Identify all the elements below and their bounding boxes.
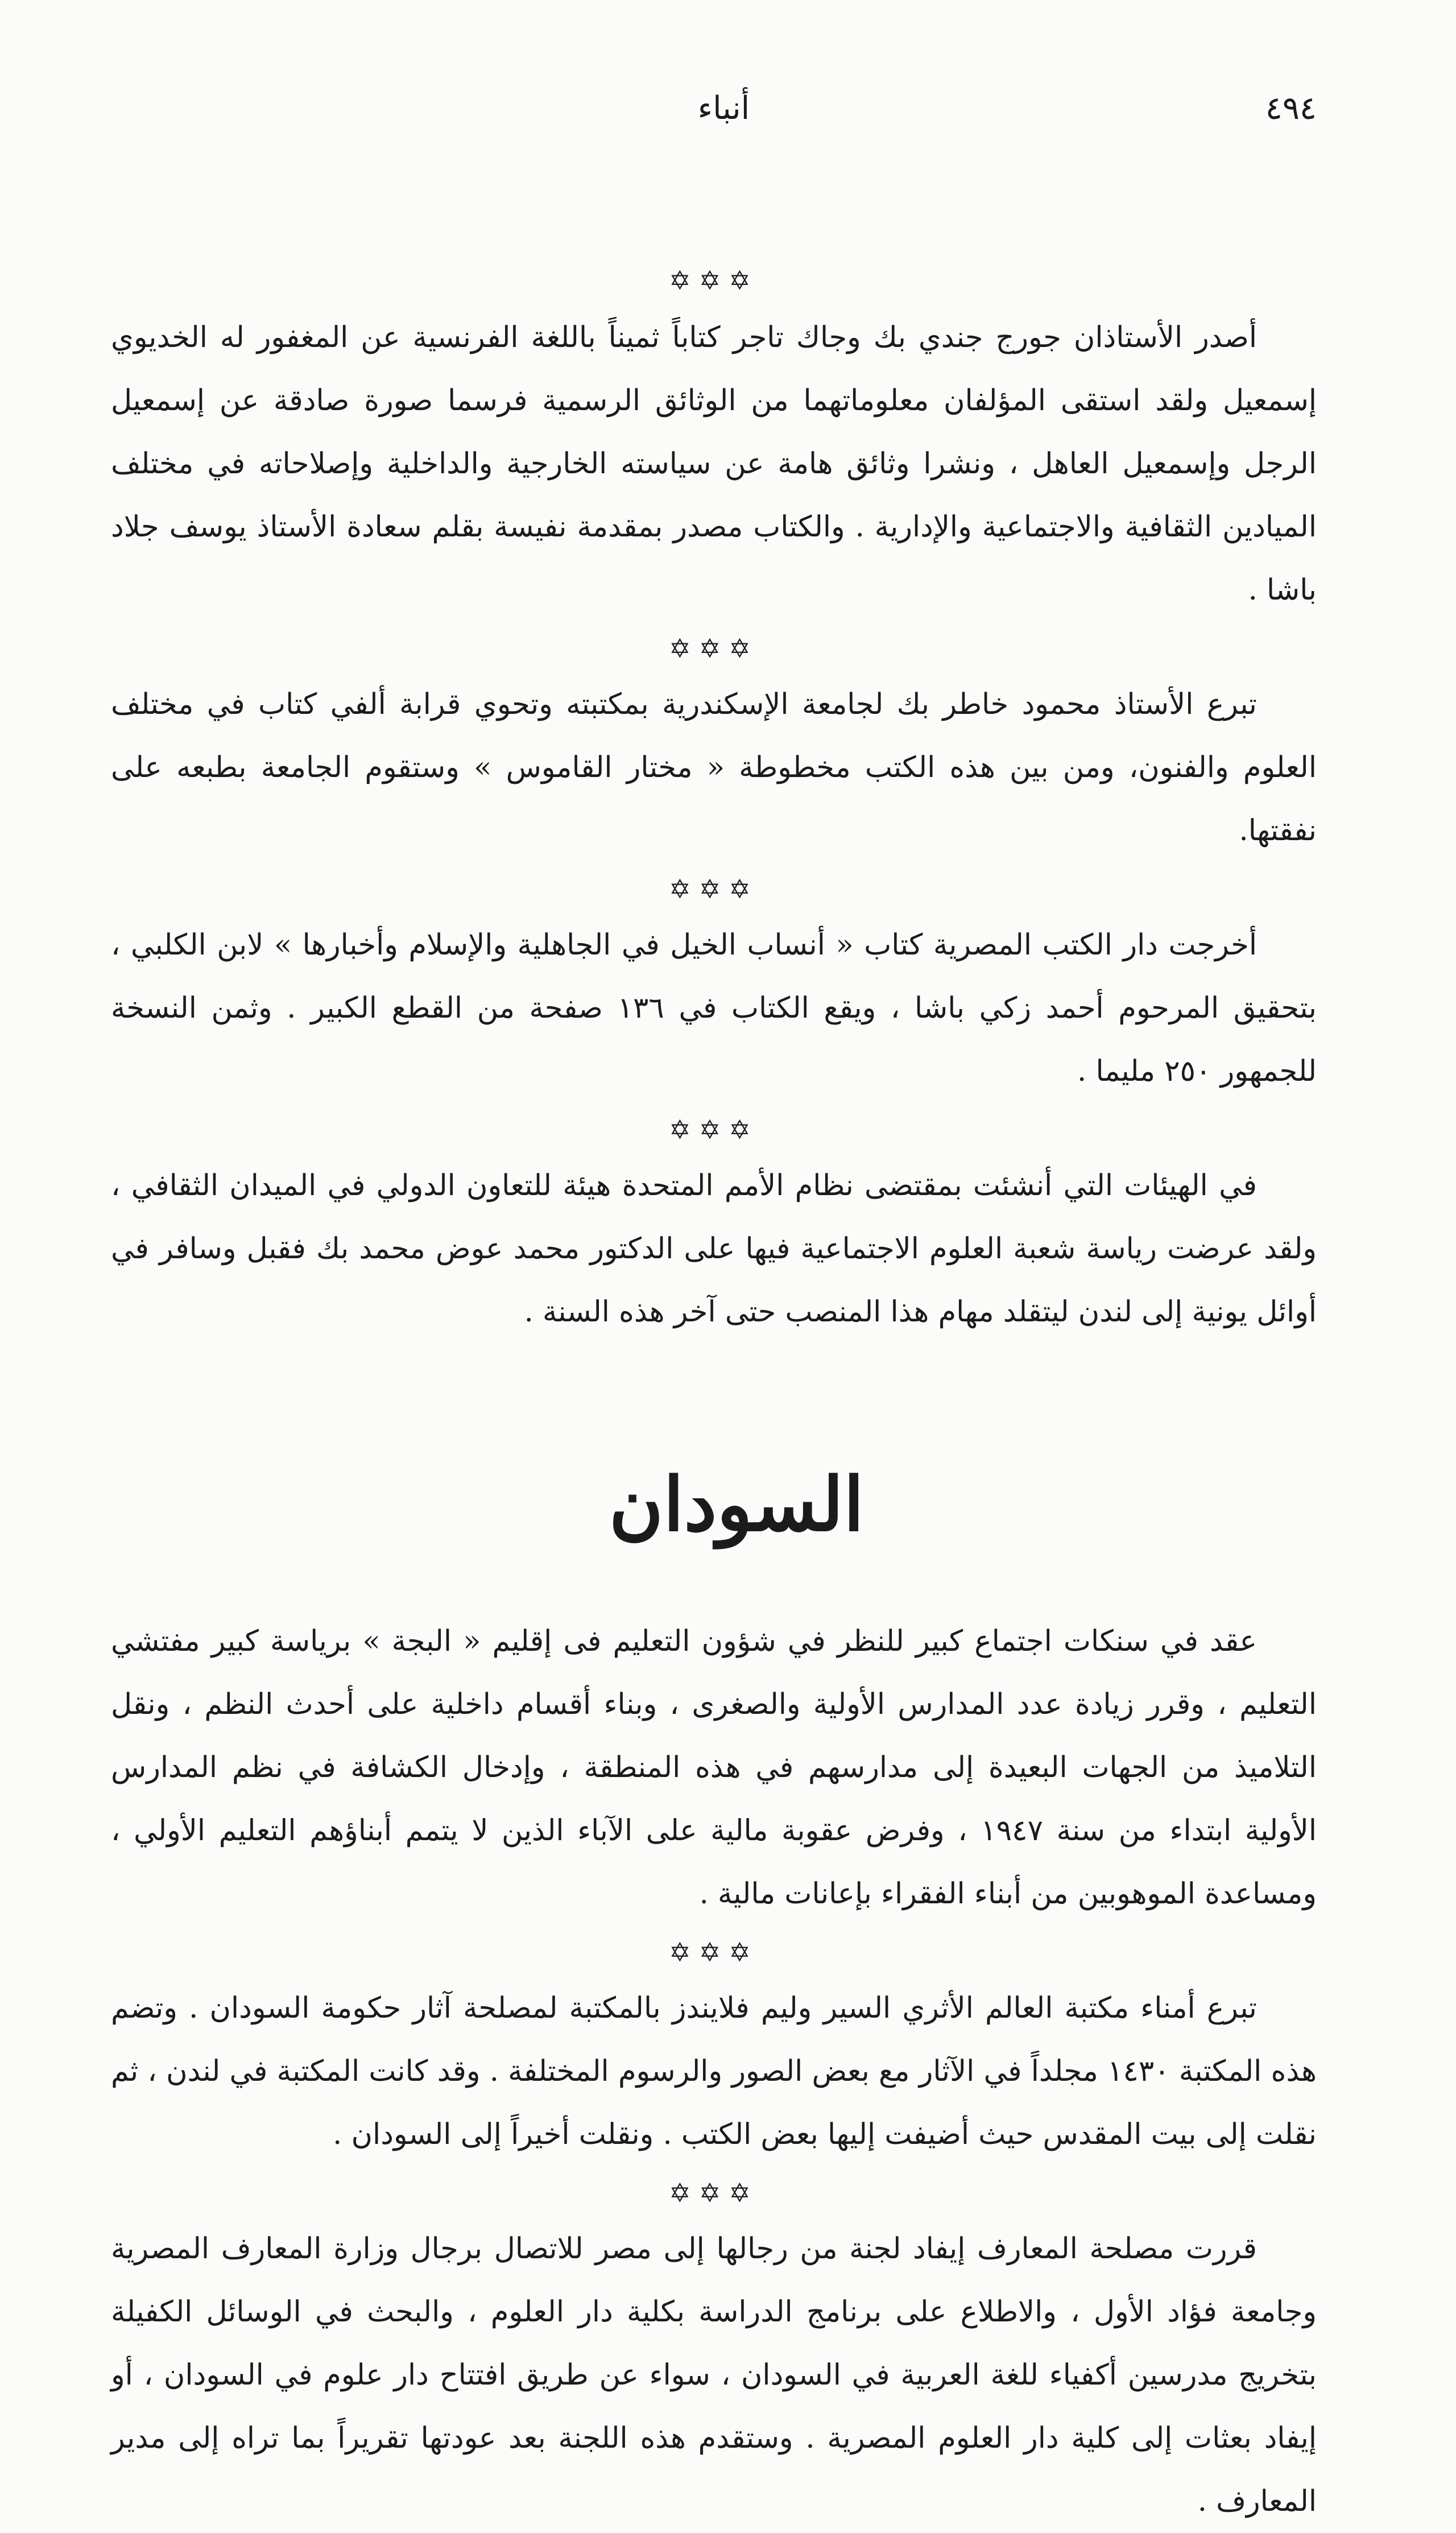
star-separator: ✡✡✡	[669, 2177, 759, 2208]
page-number: ٤٩٤	[1265, 90, 1317, 127]
section-heading-sudan: السودان	[609, 1461, 864, 1548]
news-item: تبرع الأستاذ محمود خاطر بك لجامعة الإسكندرية بمكتبته وتحوي قرابة ألفي كتاب في مختلف العلوم والفنون، ومن بين هذه الكتب مخطوطة « مختار القاموس » وستقوم الجامعة بطبعه على نفقتها.	[111, 688, 1317, 848]
news-item: قررت مصلحة المعارف إيفاد لجنة من رجالها إلى مصر للاتصال برجال وزارة المعارف المصرية وجامعة فؤاد الأول ، والاطلاع على برنامج الدراسة بكلية دار العلوم ، والبحث في الوسائل الكفيلة بتخريج مدرسين أكفياء للغة العربية في السودان ، سواء عن طريق افتتاح دار علوم في السودان ، أو إيفاد بعثات إلى كلية دار العلوم المصرية . وستقدم هذه اللجنة بعد عودتها تقريراً بما تراه إلى مدير المعارف .	[111, 2232, 1317, 2518]
news-item: أصدر الأستاذان جورج جندي بك وجاك تاجر كتاباً ثميناً باللغة الفرنسية عن المغفور له الخديوي إسمعيل ولقد استقى المؤلفان معلوماتهما من الوثائق الرسمية فرسما صورة صادقة عن إسمعيل الرجل وإسمعيل العاهل ، ونشرا وثائق هامة عن سياسته الخارجية والداخلية وإصلاحاته في مختلف الميادين الثقافية والاجتماعية والإدارية . والكتاب مصدر بمقدمة نفيسة بقلم سعادة الأستاذ يوسف جلاد باشا .	[111, 321, 1317, 607]
news-item: عقد في سنكات اجتماع كبير للنظر في شؤون التعليم فى إقليم « البجة » برياسة كبير مفتشي التعليم ، وقرر زيادة عدد المدارس الأولية والصغرى ، وبناء أقسام داخلية على أحدث النظم ، ونقل التلاميذ من الجهات البعيدة إلى مدارسهم في هذه المنطقة ، وإدخال الكشافة في نظم المدارس الأولية ابتداء من سنة ١٩٤٧ ، وفرض عقوبة مالية على الآباء الذين لا يتمم أبناؤهم التعليم الأولي ، ومساعدة الموهوبين من أبناء الفقراء بإعانات مالية .	[111, 1625, 1317, 1911]
news-item: تبرع أمناء مكتبة العالم الأثري السير وليم فلايندز بالمكتبة لمصلحة آثار حكومة السودان . وتضم هذه المكتبة ١٤٣٠ مجلداً في الآثار مع بعض الصور والرسوم المختلفة . وقد كانت المكتبة في لندن ، ثم نقلت إلى بيت المقدس حيث أضيفت إليها بعض الكتب . ونقلت أخيراً إلى السودان .	[111, 1991, 1317, 2151]
star-separator: ✡✡✡	[669, 265, 759, 296]
star-separator: ✡✡✡	[669, 1114, 759, 1145]
sudan-news-section	[111, 1610, 1317, 2533]
running-title: أنباء	[697, 90, 750, 127]
news-item: أخرجت دار الكتب المصرية كتاب « أنساب الخيل في الجاهلية والإسلام وأخبارها » لابن الكلبي ، بتحقيق المرحوم أحمد زكي باشا ، ويقع الكتاب في ١٣٦ صفحة من القطع الكبير . وثمن النسخة للجمهور ٢٥٠ مليما .	[111, 928, 1317, 1088]
star-separator: ✡✡✡	[669, 874, 759, 904]
egypt-news-section	[111, 267, 1317, 1344]
page-header	[111, 80, 1317, 142]
star-separator: ✡✡✡	[669, 633, 759, 664]
news-item: في الهيئات التي أنشئت بمقتضى نظام الأمم المتحدة هيئة للتعاون الدولي في الميدان الثقافي ، ولقد عرضت رياسة شعبة العلوم الاجتماعية فيها على الدكتور محمد عوض محمد بك فقبل وسافر في أوائل يونية إلى لندن ليتقلد مهام هذا المنصب حتى آخر هذه السنة .	[111, 1169, 1317, 1329]
star-separator: ✡✡✡	[669, 1937, 759, 1968]
